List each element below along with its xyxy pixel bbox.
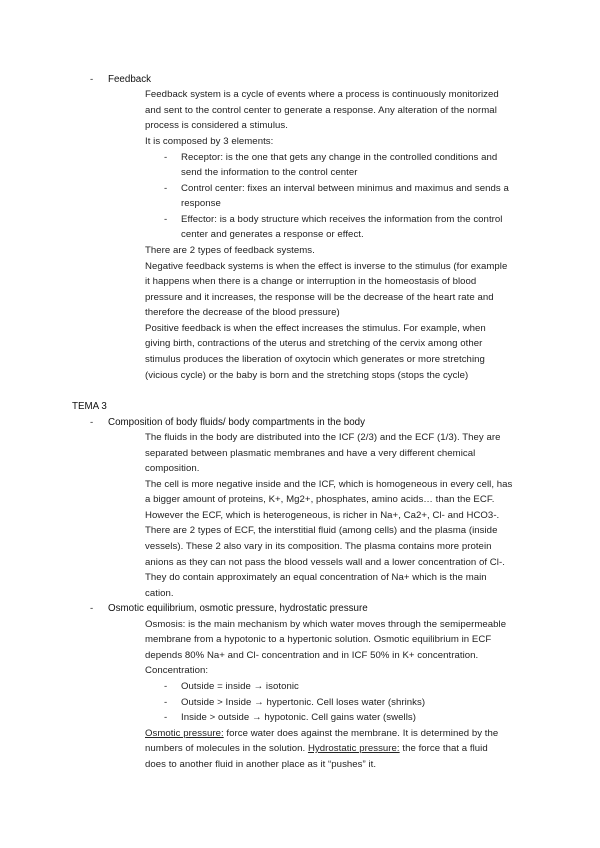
tema-heading: TEMA 3 [72, 401, 107, 412]
composition-line: There are 2 types of ECF, the interstitial fluid (among cells) and the plasma (inside [145, 525, 498, 536]
element-effector-line: center and generates a response or effect. [181, 229, 364, 240]
feedback-para2-line: it happens when there is a change or interruption in the homeostasis of blood [145, 276, 477, 287]
feedback-para2-line: (vicious cycle) or the baby is born and the stretching stops (stops the cycle) [145, 370, 469, 381]
composition-line: cation. [145, 588, 174, 599]
feedback-para2-line: There are 2 types of feedback systems. [145, 245, 315, 256]
concentration-isotonic: Outside = inside → isotonic [181, 681, 299, 692]
bullet-dash: - [164, 697, 168, 708]
pressure-line2-start: numbers of molecules in the solution. [145, 743, 308, 754]
bullet-dash: - [164, 712, 168, 723]
composition-line: anions as they can not pass the blood vessels wall and a lower concentration of Cl-. [145, 557, 505, 568]
element-control-center-line: response [181, 198, 221, 209]
pressure-line [145, 743, 488, 755]
pressure-line: does to another fluid in another place as it “pushes” it. [145, 759, 377, 770]
concentration-hypertonic: Outside > Inside → hypertonic. Cell loses water (shrinks) [181, 697, 426, 708]
feedback-para2-line: stimulus produces the liberation of oxytocin which generates or more stretching [145, 354, 485, 365]
bullet-dash: - [164, 152, 168, 163]
osmotic-line: Osmosis: is the main mechanism by which water moves through the semipermeable [145, 619, 507, 630]
composition-heading: Composition of body fluids/ body compartments in the body [108, 417, 366, 428]
feedback-para2-line: Negative feedback systems is when the effect is inverse to the stimulus (for example [145, 261, 508, 272]
composition-line: However the ECF, which is heterogeneous, is richer in Na+, Ca2+, Cl- and HCO3-. [145, 510, 500, 521]
hydrostatic-pressure-text: the force that a fluid [399, 743, 488, 754]
composition-line: composition. [145, 463, 200, 474]
feedback-para1-line: and sent to the control center to generate a response. Any alteration of the normal [145, 105, 497, 116]
concentration-hypotonic: Inside > outside → hypotonic. Cell gains water (swells) [181, 712, 416, 723]
bullet-dash: - [164, 183, 168, 194]
feedback-para1-line: process is considered a stimulus. [145, 120, 288, 131]
feedback-para1-line: It is composed by 3 elements: [145, 136, 274, 147]
bullet-dash: - [90, 74, 94, 85]
composition-line: The fluids in the body are distributed into the ICF (2/3) and the ECF (1/3). They are [145, 432, 501, 443]
bullet-dash: - [90, 417, 94, 428]
composition-line: They do contain approximately an equal concentration of Na+ which is the main [145, 572, 487, 583]
composition-line: separated between plasmatic membranes and have a very different chemical [145, 448, 476, 459]
element-control-center-line: Control center: fixes an interval between minimus and maximus and sends a [181, 183, 509, 194]
feedback-para2-line: pressure and it increases, the response will be the decrease of the heart rate and [145, 292, 494, 303]
composition-line: vessels). These 2 also vary in its composition. The plasma contains more protein [145, 541, 492, 552]
osmotic-line: Concentration: [145, 665, 209, 676]
element-receptor-line: Receptor: is the one that gets any change in the controlled conditions and [181, 152, 498, 163]
osmotic-heading: Osmotic equilibrium, osmotic pressure, hydrostatic pressure [108, 603, 368, 614]
feedback-heading: Feedback [108, 74, 152, 85]
bullet-dash: - [164, 214, 168, 225]
hydrostatic-pressure-label: Hydrostatic pressure: [307, 743, 400, 754]
osmotic-line: depends 80% Na+ and Cl- concentration and in ICF 50% in K+ concentration. [145, 650, 479, 661]
composition-line: The cell is more negative inside and the ICF, which is homogeneous in every cell, has [145, 479, 513, 490]
osmotic-pressure-label: Osmotic pressure: [145, 728, 224, 739]
feedback-para2-line: therefore the decrease of the blood pressure) [145, 307, 340, 318]
bullet-dash: - [90, 603, 94, 614]
feedback-para2-line: giving birth, contractions of the uterus and stretching of the cervix among other [145, 338, 483, 349]
feedback-para2-line: Positive feedback is when the effect increases the stimulus. For example, when [145, 323, 486, 334]
element-receptor-line: send the information to the control center [181, 167, 358, 178]
bullet-dash: - [164, 681, 168, 692]
pressure-line [145, 728, 498, 740]
osmotic-pressure-text: force water does against the membrane. It is determined by the [223, 728, 499, 739]
feedback-para1-line: Feedback system is a cycle of events where a process is continuously monitorized [145, 89, 499, 100]
element-effector-line: Effector: is a body structure which receives the information from the control [181, 214, 503, 225]
osmotic-line: membrane from a hypotonic to a hypertonic solution. Osmotic equilibrium in ECF [145, 634, 492, 645]
composition-line: a bigger amount of proteins, K+, Mg2+, phosphates, amino acids… than the ECF. [145, 494, 495, 505]
